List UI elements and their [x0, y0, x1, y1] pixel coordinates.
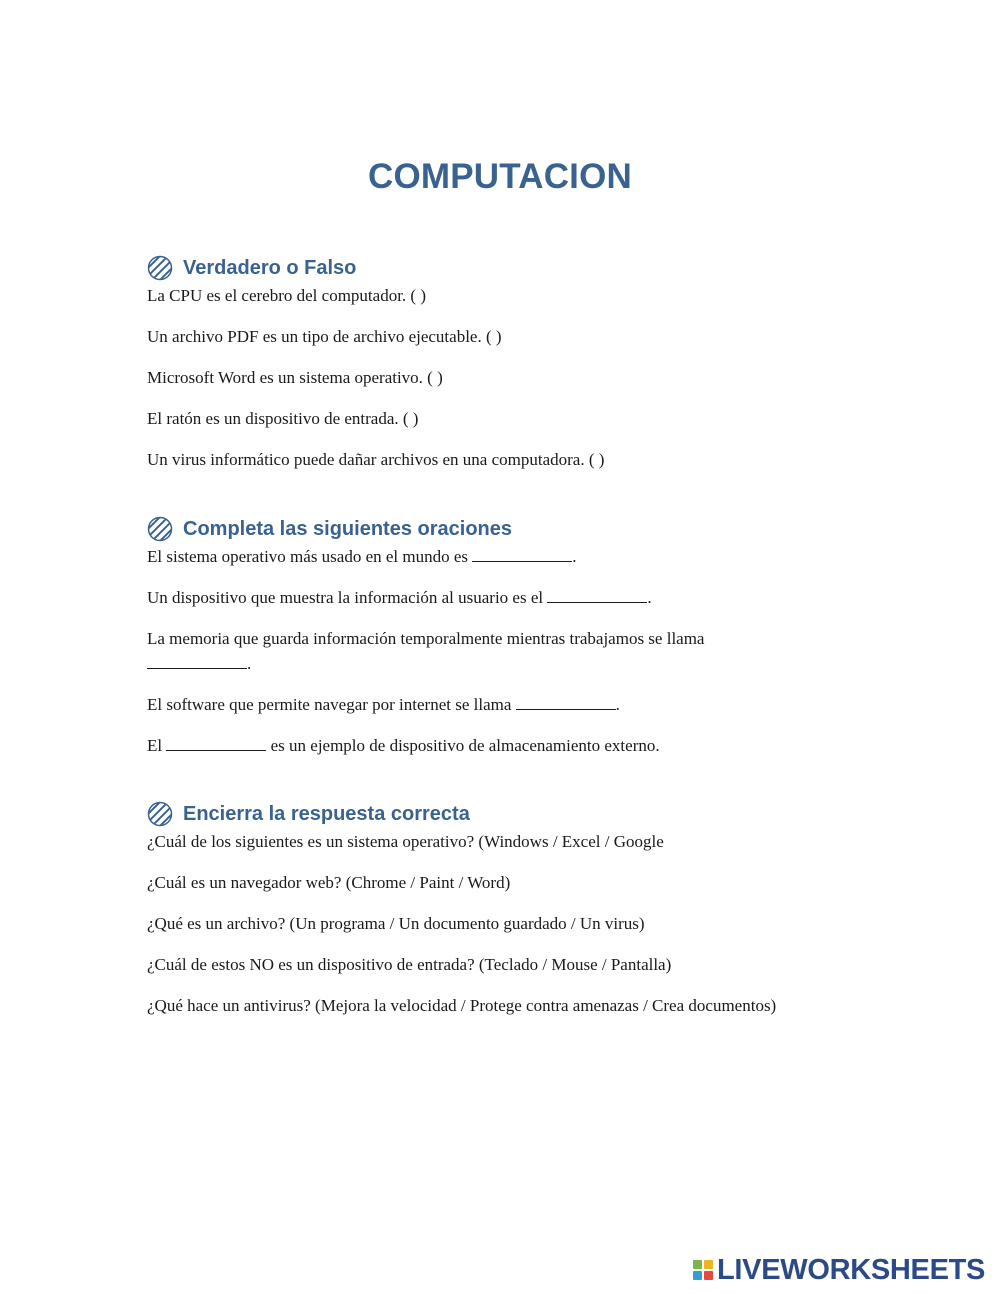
hatched-bullet-icon — [147, 801, 173, 827]
answer-blank[interactable] — [166, 734, 266, 751]
statement-item: La CPU es el cerebro del computador. ( ) — [147, 286, 426, 305]
sentence-end: . — [615, 694, 620, 714]
fill-in-item — [147, 627, 807, 676]
answer-blank[interactable] — [472, 545, 572, 562]
statement-item: El ratón es un dispositivo de entrada. ( ) — [147, 409, 419, 428]
question-item: ¿Qué hace un antivirus? (Mejora la velocidad / Protege contra amenazas / Crea documentos) — [147, 996, 777, 1015]
sentence-start: La memoria que guarda información temporalmente mientras trabajamos se llama — [147, 629, 705, 648]
section-heading — [147, 801, 807, 827]
logo-text: LIVEWORKSHEETS — [717, 1253, 986, 1286]
answer-blank[interactable] — [547, 586, 647, 603]
question-item: ¿Cuál de los siguientes es un sistema operativo? (Windows / Excel / Google — [147, 832, 664, 851]
logo-block — [693, 1271, 702, 1280]
liveworksheets-logo — [693, 1255, 985, 1285]
section-heading-text: Verdadero o Falso — [183, 256, 357, 279]
section-true-false — [147, 255, 807, 489]
sentence-end: . — [647, 588, 652, 607]
sentence-start: Un dispositivo que muestra la información al usuario es el — [147, 588, 548, 607]
page-title: COMPUTACION — [367, 157, 633, 196]
sentence-start: El software que permite navegar por internet se llama — [147, 694, 516, 714]
section-multiple-choice — [147, 801, 807, 1035]
logo-block — [693, 1260, 702, 1269]
logo-block — [704, 1260, 713, 1269]
hatched-bullet-icon — [147, 516, 173, 542]
section-heading-text: Encierra la respuesta correcta — [183, 802, 470, 825]
question-item: ¿Cuál de estos NO es un dispositivo de entrada? (Teclado / Mouse / Pantalla) — [147, 955, 672, 974]
statement-item: Microsoft Word es un sistema operativo. ( ) — [147, 368, 443, 387]
fill-in-item — [147, 734, 807, 759]
sentence-end: . — [572, 547, 577, 566]
sentence-start: El — [147, 735, 167, 755]
section-heading — [147, 255, 807, 281]
sentence-end: es un ejemplo de dispositivo de almacenamiento externo. — [266, 735, 660, 755]
question-item: ¿Cuál es un navegador web? (Chrome / Paint / Word) — [147, 873, 511, 892]
section-heading — [147, 516, 807, 542]
answer-blank[interactable] — [147, 652, 247, 669]
sentence-start: El sistema operativo más usado en el mundo es — [147, 547, 473, 566]
logo-block — [704, 1271, 713, 1280]
answer-blank[interactable] — [516, 693, 616, 710]
hatched-bullet-icon — [147, 255, 173, 281]
logo-blocks-icon — [693, 1260, 713, 1280]
question-item: ¿Qué es un archivo? (Un programa / Un documento guardado / Un virus) — [147, 914, 645, 933]
section-complete-sentences — [147, 516, 807, 775]
statement-item: Un virus informático puede dañar archivos en una computadora. ( ) — [147, 450, 605, 469]
fill-in-item — [147, 586, 807, 611]
fill-in-item — [147, 545, 807, 570]
section-heading-text: Completa las siguientes oraciones — [183, 517, 512, 540]
fill-in-item — [147, 693, 807, 718]
statement-item: Un archivo PDF es un tipo de archivo ejecutable. ( ) — [147, 327, 502, 346]
sentence-end: . — [247, 653, 252, 673]
